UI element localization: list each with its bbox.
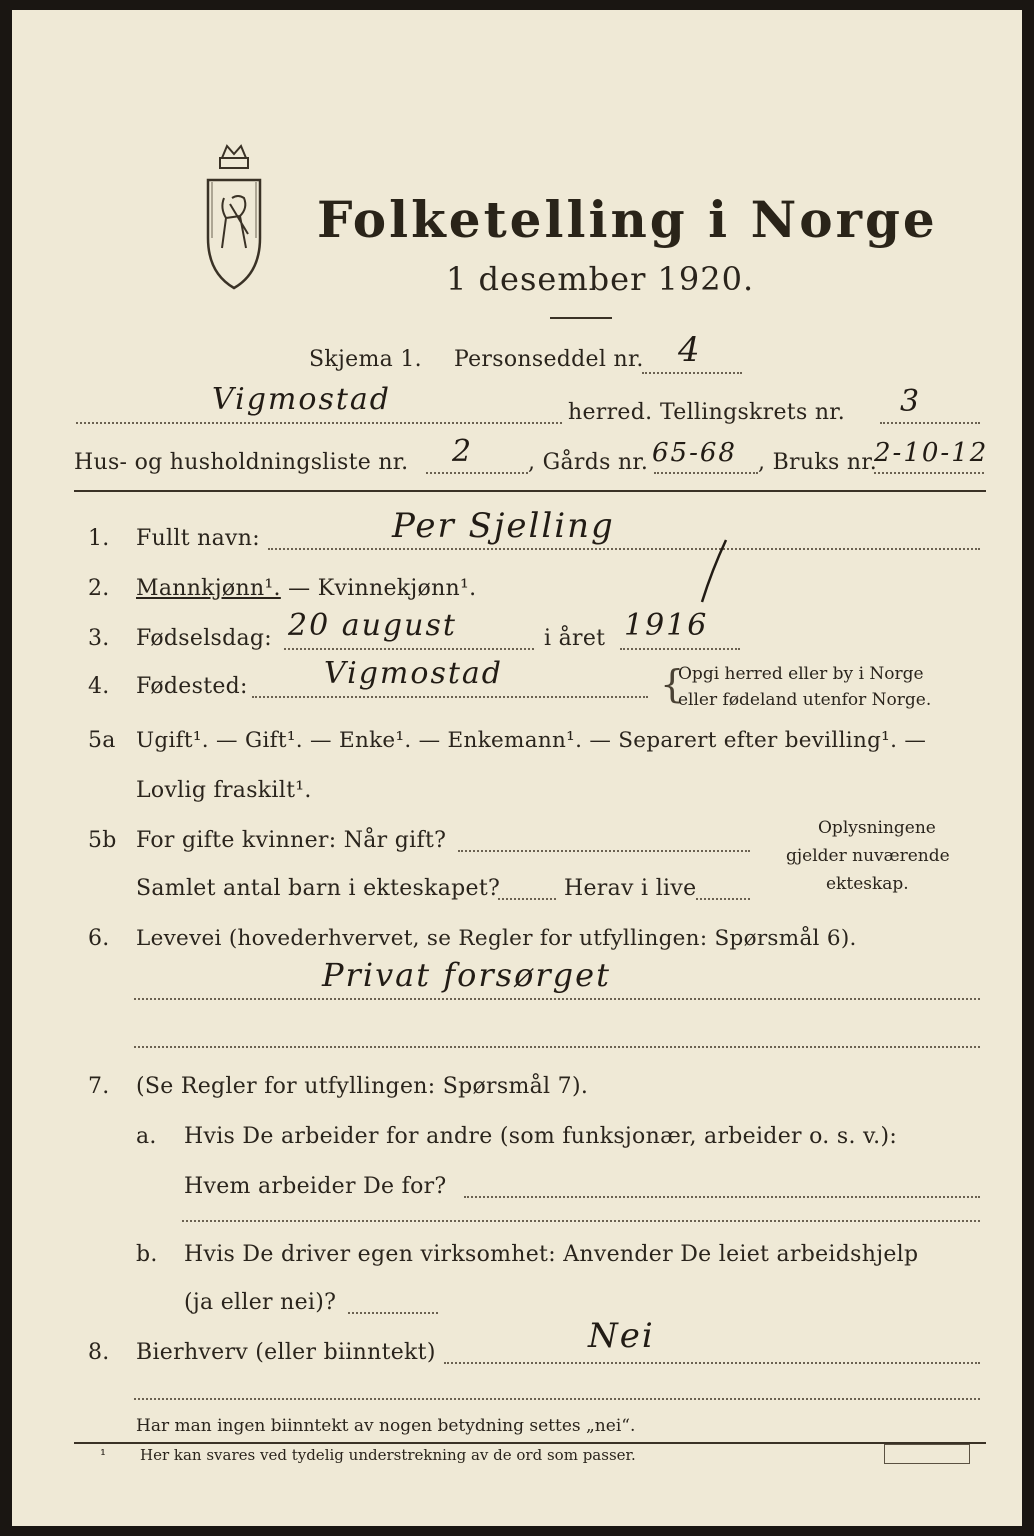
q4-note-brace: { bbox=[660, 662, 685, 706]
q2-female-option: Kvinnekjønn¹. bbox=[317, 576, 477, 601]
q7b-number: b. bbox=[136, 1242, 158, 1267]
q3-year-line bbox=[620, 648, 740, 650]
q5a-marital-options: Ugift¹. — Gift¹. — Enke¹. — Enkemann¹. — Separert efter bevilling¹. — bbox=[136, 728, 927, 753]
q2-sex-options bbox=[136, 576, 476, 601]
q8-line bbox=[444, 1362, 980, 1364]
census-date: 1 desember 1920. bbox=[446, 260, 755, 298]
husholdningsliste-value: 2 bbox=[452, 434, 474, 469]
q1-full-name: Per Sjelling bbox=[392, 506, 615, 546]
q5b-number: 5b bbox=[88, 828, 117, 853]
printer-stamp bbox=[884, 1444, 970, 1464]
q4-note-line2: eller fødeland utenfor Norge. bbox=[678, 690, 932, 710]
q7-label: (Se Regler for utfyllingen: Spørsmål 7). bbox=[136, 1074, 589, 1099]
q6-occupation: Privat forsørget bbox=[322, 956, 611, 994]
form-title: Folketelling i Norge bbox=[317, 190, 938, 249]
q2-male-option: Mannkjønn¹. bbox=[136, 576, 281, 601]
q6-line2 bbox=[134, 1046, 980, 1048]
q7a-employer-line2 bbox=[182, 1220, 980, 1222]
gards-value: 65-68 bbox=[652, 438, 737, 468]
q4-line bbox=[252, 696, 648, 698]
q6-label: Levevei (hovederhvervet, se Regler for utfyllingen: Spørsmål 6). bbox=[136, 926, 857, 951]
personseddel-number: 4 bbox=[678, 330, 702, 370]
q1-label: Fullt navn: bbox=[136, 526, 260, 551]
q7a-number: a. bbox=[136, 1124, 157, 1149]
q5b-children-label: Samlet antal barn i ekteskapet? bbox=[136, 876, 501, 901]
q5a-number: 5a bbox=[88, 728, 116, 753]
bruks-value: 2-10-12 bbox=[874, 438, 989, 468]
q2-number: 2. bbox=[88, 576, 110, 601]
tellingskrets-label: Tellingskrets nr. bbox=[660, 400, 845, 425]
gards-line bbox=[654, 472, 758, 474]
husholdningsliste-label: Hus- og husholdningsliste nr. bbox=[74, 450, 409, 475]
q7a-employer-line bbox=[464, 1196, 980, 1198]
census-form-page bbox=[12, 10, 1022, 1526]
q4-birthplace: Vigmostad bbox=[324, 656, 503, 691]
herred-line bbox=[76, 422, 562, 424]
q8-secondary-income: Nei bbox=[588, 1316, 655, 1356]
personseddel-line bbox=[642, 372, 742, 374]
footnote-text: Her kan svares ved tydelig understrekning av de ord som passer. bbox=[140, 1446, 636, 1464]
q5b-note-line2: gjelder nuværende bbox=[786, 846, 950, 866]
q7a-question: Hvis De arbeider for andre (som funksjonær, arbeider o. s. v.): bbox=[184, 1124, 898, 1149]
q5b-alive-line bbox=[696, 898, 750, 900]
q3-number: 3. bbox=[88, 626, 110, 651]
q7-number: 7. bbox=[88, 1074, 110, 1099]
bruks-line bbox=[874, 472, 984, 474]
q8-line2 bbox=[134, 1398, 980, 1400]
footer-note: Har man ingen biinntekt av nogen betydning settes „nei“. bbox=[136, 1416, 636, 1436]
q4-note-line1: Opgi herred eller by i Norge bbox=[678, 664, 924, 684]
q5b-children-line bbox=[498, 898, 556, 900]
tellingskrets-line bbox=[880, 422, 980, 424]
q3-birth-year: 1916 bbox=[624, 608, 709, 643]
footnote-mark: ¹ bbox=[100, 1446, 107, 1464]
footer-divider bbox=[74, 1442, 986, 1444]
coat-of-arms-icon bbox=[194, 138, 274, 298]
q7b-question: Hvis De driver egen virksomhet: Anvender De leiet arbeidshjelp bbox=[184, 1242, 919, 1267]
q2-separator: — bbox=[280, 576, 318, 601]
gards-label: , Gårds nr. bbox=[528, 450, 649, 475]
q3-year-label: i året bbox=[544, 626, 606, 651]
q2-check-mark-icon bbox=[692, 536, 732, 608]
q5b-note-line1: Oplysningene bbox=[818, 818, 936, 838]
husholdningsliste-line bbox=[426, 472, 528, 474]
q8-number: 8. bbox=[88, 1340, 110, 1365]
q3-day-line bbox=[284, 648, 534, 650]
q5b-married-when-line bbox=[458, 850, 750, 852]
herred-value: Vigmostad bbox=[212, 382, 391, 417]
q5b-alive-label: Herav i live bbox=[564, 876, 697, 901]
q8-label: Bierhverv (eller biinntekt) bbox=[136, 1340, 436, 1365]
q7a-employer-label: Hvem arbeider De for? bbox=[184, 1174, 447, 1199]
q5b-married-when-label: For gifte kvinner: Når gift? bbox=[136, 828, 447, 853]
q6-line1 bbox=[134, 998, 980, 1000]
q5b-note-line3: ekteskap. bbox=[826, 874, 909, 894]
q7b-yes-no-label: (ja eller nei)? bbox=[184, 1290, 337, 1315]
bruks-label: , Bruks nr. bbox=[758, 450, 878, 475]
schema-label: Skjema 1. bbox=[309, 347, 422, 372]
q3-label: Fødselsdag: bbox=[136, 626, 273, 651]
title-divider bbox=[550, 317, 612, 319]
q4-number: 4. bbox=[88, 674, 110, 699]
herred-label: herred. bbox=[568, 400, 653, 425]
q1-number: 1. bbox=[88, 526, 110, 551]
personseddel-label: Personseddel nr. bbox=[454, 347, 644, 372]
q3-birth-day: 20 august bbox=[288, 608, 457, 643]
q7b-yes-no-line bbox=[348, 1312, 438, 1314]
q4-label: Fødested: bbox=[136, 674, 248, 699]
header-divider bbox=[74, 490, 986, 492]
q6-number: 6. bbox=[88, 926, 110, 951]
tellingskrets-value: 3 bbox=[900, 384, 922, 419]
q5a-divorced-option: Lovlig fraskilt¹. bbox=[136, 778, 312, 803]
q1-line bbox=[268, 548, 980, 550]
